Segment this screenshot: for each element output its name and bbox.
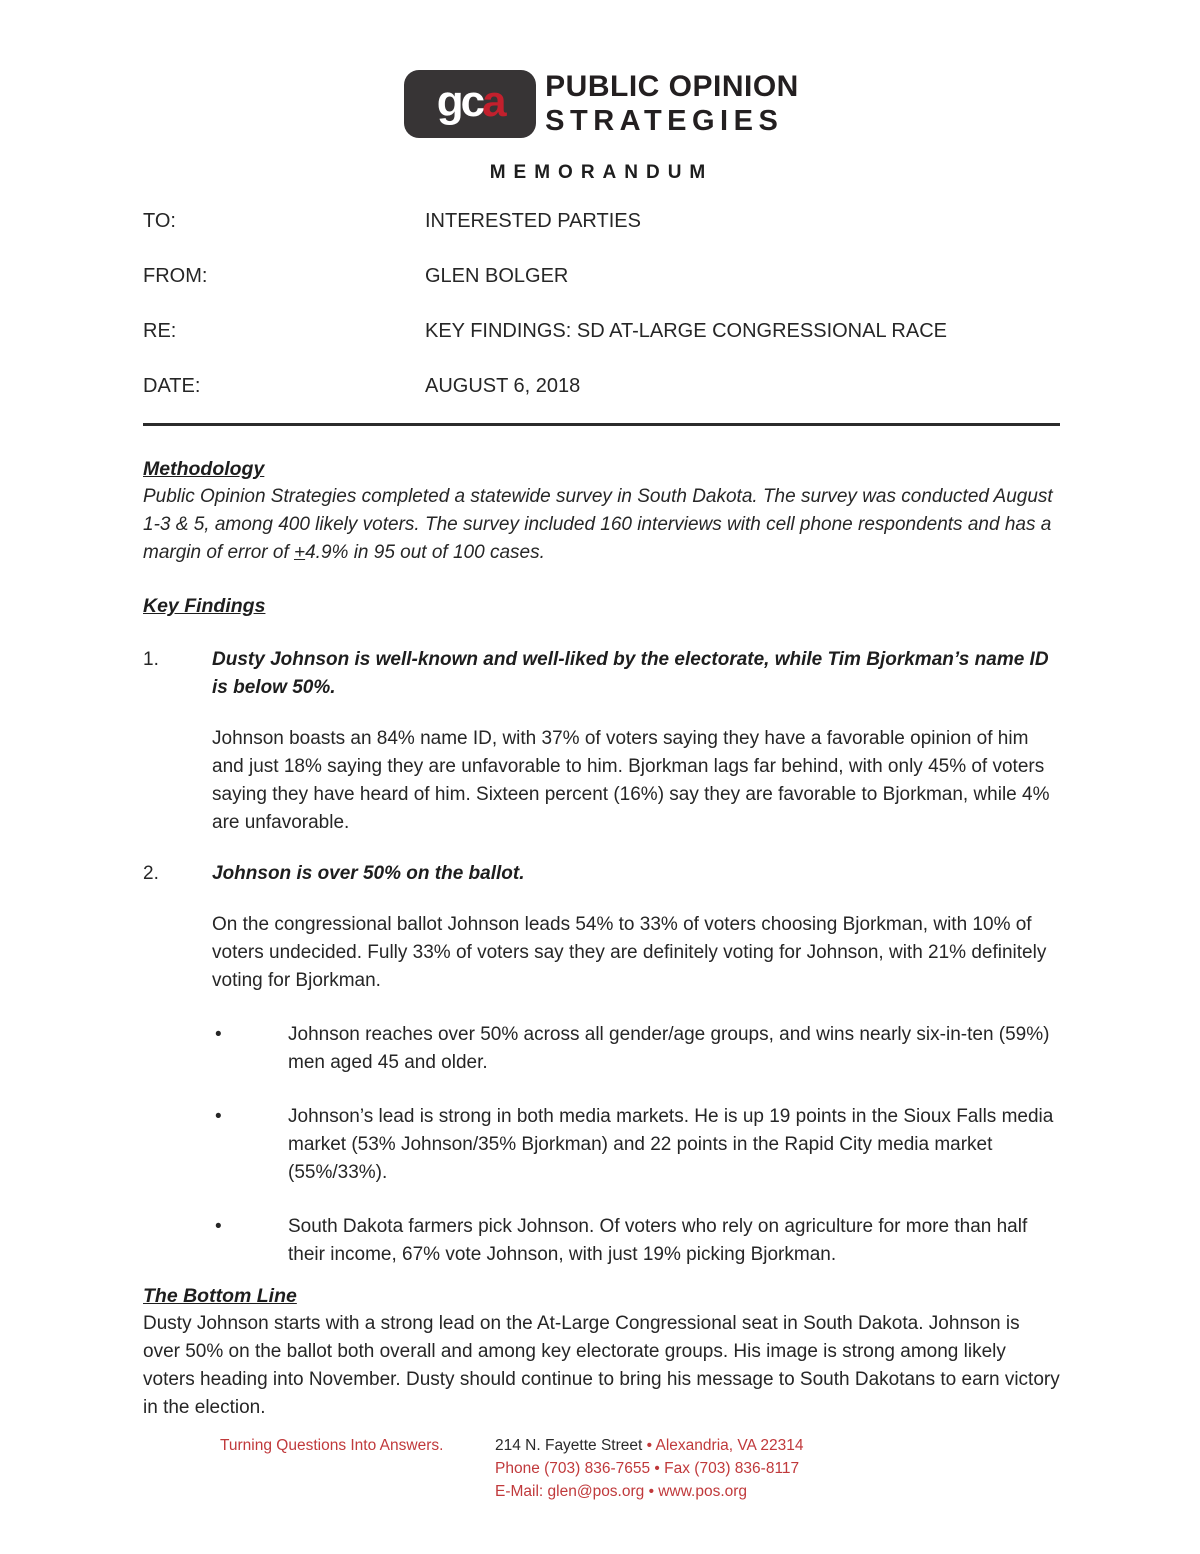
bottom-line-heading: The Bottom Line	[143, 1285, 297, 1307]
finding-title: Dusty Johnson is well-known and well-liked by the electorate, while Tim Bjorkman’s name ID is below 50%.	[212, 649, 1049, 698]
footer	[143, 1434, 1060, 1503]
footer-city: • Alexandria, VA 22314	[646, 1437, 804, 1454]
memo-field-value: KEY FINDINGS: SD AT-LARGE CONGRESSIONAL RACE	[425, 320, 947, 342]
bottom-line-body: Dusty Johnson starts with a strong lead on the At-Large Congressional seat in South Dakota. Johnson is over 50% on the ballot both overall and among key electorate groups. His image is strong among likely voters heading into November. Dusty should continue to bring his message to South Dakotans to earn victory in the election.	[143, 1313, 1060, 1418]
memo-field-to	[143, 212, 1060, 230]
methodology-heading: Methodology	[143, 458, 265, 480]
bullet-icon: •	[215, 1106, 222, 1127]
footer-address-line1	[495, 1434, 803, 1457]
bullet-icon: •	[215, 1216, 222, 1237]
memo-field-date	[143, 377, 1060, 395]
memo-field-value: GLEN BOLGER	[425, 265, 569, 287]
bottom-line-section	[143, 1282, 1060, 1422]
finding-item-1	[143, 646, 1060, 702]
finding-body-1: Johnson boasts an 84% name ID, with 37% of voters saying they have a favorable opinion of him and just 18% saying they are unfavorable to him. Bjorkman lags far behind, with only 45% of voters saying they have heard of him. Sixteen percent (16%) say they are favorable to Bjorkman, while 4% are unfavorable.	[212, 728, 1050, 833]
methodology-body	[143, 483, 1060, 567]
memo-field-label: DATE:	[143, 375, 201, 397]
pos-logo-letters	[436, 77, 504, 126]
header-divider	[143, 423, 1060, 426]
bullet-item	[215, 1021, 1060, 1077]
brand-name	[545, 70, 799, 138]
logo-letter-red: a	[482, 77, 504, 126]
key-findings-heading: Key Findings	[143, 595, 266, 617]
footer-phone-fax-line: Phone (703) 836-7655 • Fax (703) 836-8117	[495, 1460, 800, 1477]
finding-number: 2.	[143, 863, 159, 884]
bullet-icon: •	[215, 1024, 222, 1045]
bullet-text: South Dakota farmers pick Johnson. Of voters who rely on agriculture for more than half their income, 67% vote Johnson, with just 19% picking Bjorkman.	[288, 1216, 1028, 1265]
footer-address-block	[495, 1434, 803, 1503]
key-findings-section	[143, 592, 1060, 1269]
header	[143, 0, 1060, 138]
memo-field-value: INTERESTED PARTIES	[425, 210, 641, 232]
pos-logo	[404, 70, 536, 138]
finding-body-2: On the congressional ballot Johnson leads 54% to 33% of voters choosing Bjorkman, with 10% of voters undecided. Fully 33% of voters say they are definitely voting for Johnson, with 21% definitely voting for Bjorkman.	[212, 914, 1047, 991]
bullet-item	[215, 1103, 1060, 1187]
bullet-text: Johnson’s lead is strong in both media markets. He is up 19 points in the Sioux Falls media market (53% Johnson/35% Bjorkman) and 22 points in the Rapid City media market (55%/33%).	[288, 1106, 1054, 1183]
logo-letters-white: gc	[436, 77, 483, 126]
bullet-item	[215, 1213, 1060, 1269]
memo-field-re	[143, 322, 1060, 340]
footer-street: 214 N. Fayette Street	[495, 1437, 643, 1454]
memo-fields	[143, 212, 1060, 395]
plus-minus-sign: +	[294, 542, 306, 563]
finding-item-2	[143, 860, 1060, 888]
finding-title: Johnson is over 50% on the ballot.	[212, 863, 525, 884]
memo-field-label: TO:	[143, 210, 176, 232]
methodology-text-pre: Public Opinion Strategies completed a statewide survey in South Dakota. The survey was conducted August 1-3 & 5, among 400 likely voters. The survey included 160 interviews with cell phone respondents and has a margin of error of	[143, 486, 1053, 563]
memo-field-label: RE:	[143, 320, 177, 342]
memo-field-value: AUGUST 6, 2018	[425, 375, 581, 397]
memo-field-label: FROM:	[143, 265, 208, 287]
footer-email-web-line: E-Mail: glen@pos.org • www.pos.org	[495, 1483, 748, 1500]
brand-name-line2: STRATEGIES	[545, 105, 784, 137]
finding-number: 1.	[143, 649, 159, 670]
memorandum-title: MEMORANDUM	[489, 162, 714, 183]
memo-field-from	[143, 267, 1060, 285]
methodology-text-post: 4.9% in 95 out of 100 cases.	[305, 542, 545, 563]
footer-tagline: Turning Questions Into Answers.	[220, 1437, 444, 1454]
brand-name-line1: PUBLIC OPINION	[545, 70, 799, 103]
methodology-section	[143, 455, 1060, 567]
bullet-text: Johnson reaches over 50% across all gender/age groups, and wins nearly six-in-ten (59%) men aged 45 and older.	[288, 1024, 1050, 1073]
